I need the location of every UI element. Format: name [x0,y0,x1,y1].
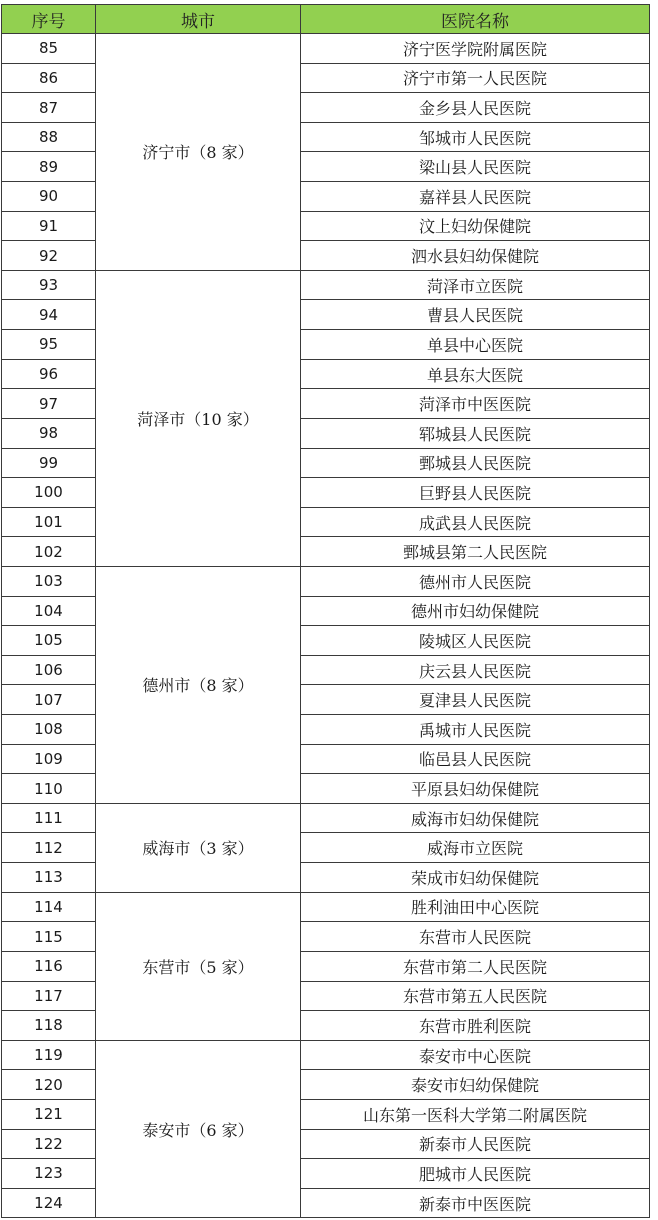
row-number: 93 [2,270,96,300]
hospital-name: 曹县人民医院 [301,300,650,330]
hospital-name: 单县中心医院 [301,330,650,360]
hospital-name: 胜利油田中心医院 [301,892,650,922]
table-header [2,5,650,34]
hospital-name: 荣成市妇幼保健院 [301,863,650,893]
city-cell: 济宁市（8 家） [96,34,301,271]
hospital-table [1,4,650,1218]
row-number: 122 [2,1129,96,1159]
row-number: 88 [2,122,96,152]
hospital-name: 嘉祥县人民医院 [301,182,650,212]
hospital-name: 禹城市人民医院 [301,715,650,745]
city-cell: 东营市（5 家） [96,892,301,1040]
table-body [2,34,650,1218]
hospital-name: 邹城市人民医院 [301,122,650,152]
table-row [2,34,650,64]
hospital-name: 梁山县人民医院 [301,152,650,182]
table-row [2,892,650,922]
hospital-name: 巨野县人民医院 [301,478,650,508]
hospital-name: 泰安市中心医院 [301,1040,650,1070]
row-number: 96 [2,359,96,389]
row-number: 124 [2,1188,96,1218]
header-row [2,5,650,34]
city-cell: 德州市（8 家） [96,566,301,803]
row-number: 116 [2,951,96,981]
hospital-name: 济宁医学院附属医院 [301,34,650,64]
hospital-name: 金乡县人民医院 [301,93,650,123]
hospital-name: 鄄城县人民医院 [301,448,650,478]
city-cell: 威海市（3 家） [96,803,301,892]
header-no: 序号 [2,5,96,34]
row-number: 102 [2,537,96,567]
table-row [2,270,650,300]
hospital-name: 山东第一医科大学第二附属医院 [301,1099,650,1129]
row-number: 109 [2,744,96,774]
hospital-name: 郓城县人民医院 [301,418,650,448]
hospital-name: 东营市人民医院 [301,922,650,952]
row-number: 98 [2,418,96,448]
row-number: 113 [2,863,96,893]
row-number: 99 [2,448,96,478]
row-number: 111 [2,803,96,833]
row-number: 114 [2,892,96,922]
row-number: 123 [2,1159,96,1189]
row-number: 118 [2,1011,96,1041]
hospital-name: 菏泽市中医医院 [301,389,650,419]
row-number: 97 [2,389,96,419]
row-number: 91 [2,211,96,241]
hospital-name: 成武县人民医院 [301,507,650,537]
hospital-name: 新泰市人民医院 [301,1129,650,1159]
row-number: 85 [2,34,96,64]
hospital-name: 威海市立医院 [301,833,650,863]
hospital-name: 平原县妇幼保健院 [301,774,650,804]
row-number: 107 [2,685,96,715]
row-number: 86 [2,63,96,93]
table-row [2,566,650,596]
row-number: 108 [2,715,96,745]
hospital-name: 德州市人民医院 [301,566,650,596]
header-hospital: 医院名称 [301,5,650,34]
hospital-name: 威海市妇幼保健院 [301,803,650,833]
row-number: 89 [2,152,96,182]
hospital-name: 东营市第五人民医院 [301,981,650,1011]
row-number: 120 [2,1070,96,1100]
hospital-name: 汶上妇幼保健院 [301,211,650,241]
row-number: 105 [2,626,96,656]
hospital-name: 鄄城县第二人民医院 [301,537,650,567]
hospital-name: 菏泽市立医院 [301,270,650,300]
hospital-name: 单县东大医院 [301,359,650,389]
row-number: 100 [2,478,96,508]
hospital-name: 新泰市中医医院 [301,1188,650,1218]
row-number: 92 [2,241,96,271]
hospital-name: 陵城区人民医院 [301,626,650,656]
hospital-name: 肥城市人民医院 [301,1159,650,1189]
row-number: 119 [2,1040,96,1070]
row-number: 101 [2,507,96,537]
table-row [2,1040,650,1070]
row-number: 112 [2,833,96,863]
row-number: 121 [2,1099,96,1129]
hospital-name: 东营市第二人民医院 [301,951,650,981]
hospital-name: 德州市妇幼保健院 [301,596,650,626]
hospital-name: 泰安市妇幼保健院 [301,1070,650,1100]
row-number: 90 [2,182,96,212]
row-number: 110 [2,774,96,804]
row-number: 103 [2,566,96,596]
row-number: 95 [2,330,96,360]
city-cell: 泰安市（6 家） [96,1040,301,1218]
row-number: 94 [2,300,96,330]
hospital-name: 夏津县人民医院 [301,685,650,715]
hospital-name: 泗水县妇幼保健院 [301,241,650,271]
row-number: 104 [2,596,96,626]
hospital-name: 临邑县人民医院 [301,744,650,774]
table-row [2,803,650,833]
hospital-name: 东营市胜利医院 [301,1011,650,1041]
city-cell: 菏泽市（10 家） [96,270,301,566]
hospital-name: 济宁市第一人民医院 [301,63,650,93]
row-number: 87 [2,93,96,123]
header-city: 城市 [96,5,301,34]
row-number: 115 [2,922,96,952]
hospital-name: 庆云县人民医院 [301,655,650,685]
row-number: 106 [2,655,96,685]
row-number: 117 [2,981,96,1011]
